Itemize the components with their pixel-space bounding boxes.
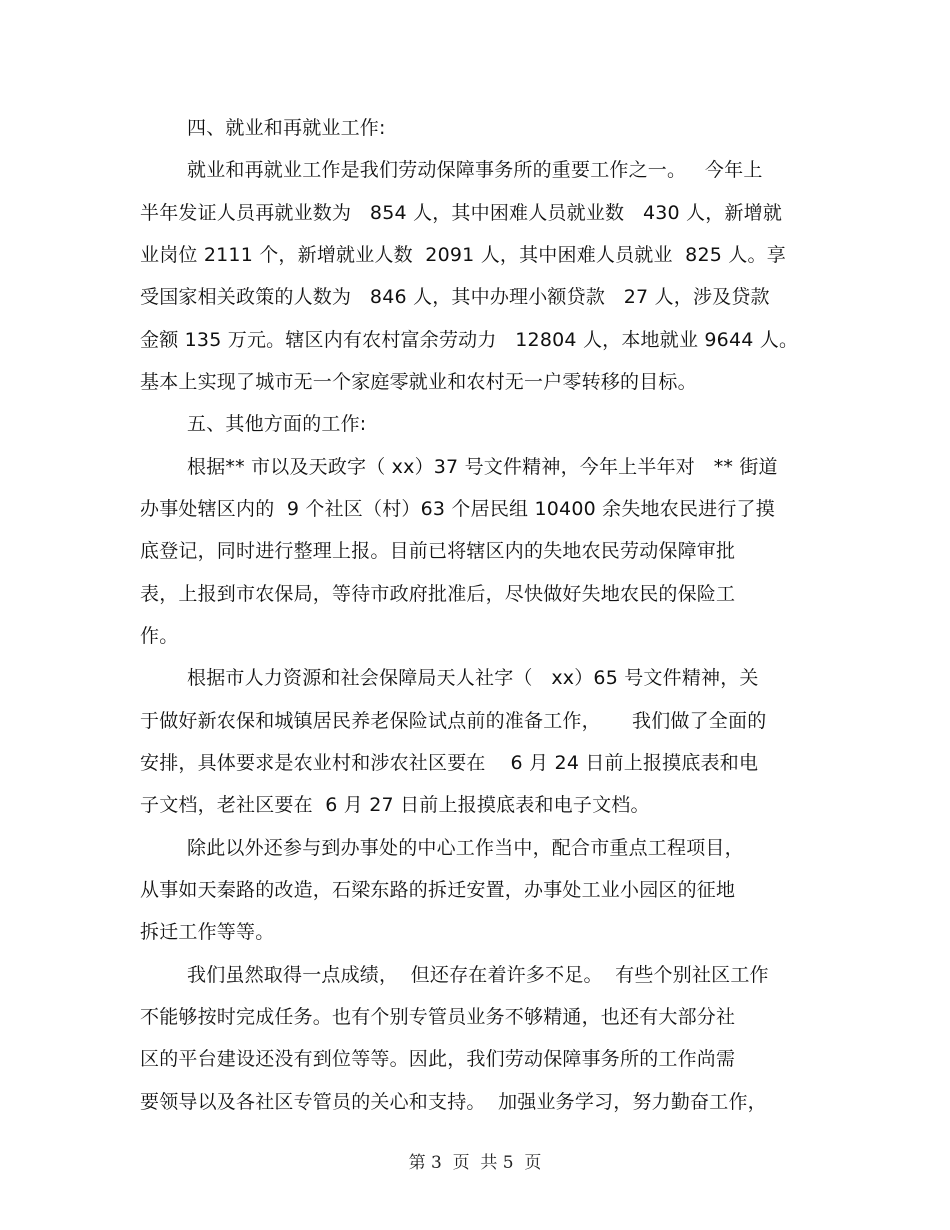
paragraph-line: 子文档，老社区要在 6 月 27 日前上报摸底表和电子文档。	[140, 794, 650, 816]
paragraph-line: 拆迁工作等等。	[140, 921, 275, 943]
paragraph-line: 半年发证人员再就业数为 854 人，其中困难人员就业数 430 人，新增就	[140, 202, 783, 224]
paragraph-line: 要领导以及各社区专管员的关心和支持。 加强业务学习，努力勤奋工作，	[140, 1091, 767, 1113]
paragraph-line: 受国家相关政策的人数为 846 人，其中办理小额贷款 27 人，涉及贷款	[140, 286, 770, 308]
paragraph-line: 底登记，同时进行整理上报。目前已将辖区内的失地农民劳动保障审批	[140, 540, 736, 562]
paragraph-line: 办事处辖区内的 9 个社区（村）63 个居民组 10400 余失地农民进行了摸	[140, 498, 775, 520]
paragraph-line: 业岗位 2111 个，新增就业人数 2091 人，其中困难人员就业 825 人。享	[140, 244, 786, 266]
paragraph-line: 我们虽然取得一点成绩， 但还存在着许多不足。 有些个别社区工作	[187, 964, 769, 986]
page-number-footer: 第 3 页 共 5 页	[408, 1153, 542, 1173]
paragraph-line: 安排，具体要求是农业村和涉农社区要在 6 月 24 日前上报摸底表和电	[140, 752, 759, 774]
section-heading-4: 四、就业和再就业工作:	[187, 117, 386, 139]
paragraph-line: 作。	[140, 625, 179, 647]
paragraph-line: 除此以外还参与到办事处的中心工作当中，配合市重点工程项目，	[187, 837, 744, 859]
paragraph-line: 根据** 市以及天政字（ xx）37 号文件精神，今年上半年对 ** 街道	[187, 456, 778, 478]
paragraph-line: 表，上报到市农保局，等待市政府批准后，尽快做好失地农民的保险工	[140, 583, 736, 605]
paragraph-line: 区的平台建设还没有到位等等。因此，我们劳动保障事务所的工作尚需	[140, 1048, 736, 1070]
paragraph-line: 基本上实现了城市无一个家庭零就业和农村无一户零转移的目标。	[140, 371, 697, 393]
paragraph-line: 金额 135 万元。辖区内有农村富余劳动力 12804 人，本地就业 9644 人。	[140, 329, 799, 351]
paragraph-line: 根据市人力资源和社会保障局天人社字（ xx）65 号文件精神，关	[187, 667, 759, 689]
paragraph-line: 就业和再就业工作是我们劳动保障事务所的重要工作之一。 今年上	[187, 159, 763, 181]
paragraph-line: 不能够按时完成任务。也有个别专管员业务不够精通，也还有大部分社	[140, 1006, 736, 1028]
paragraph-line: 从事如天秦路的改造，石梁东路的拆迁安置，办事处工业小园区的征地	[140, 879, 736, 901]
section-heading-5: 五、其他方面的工作:	[187, 413, 367, 435]
paragraph-line: 于做好新农保和城镇居民养老保险试点前的准备工作， 我们做了全面的	[140, 710, 767, 732]
